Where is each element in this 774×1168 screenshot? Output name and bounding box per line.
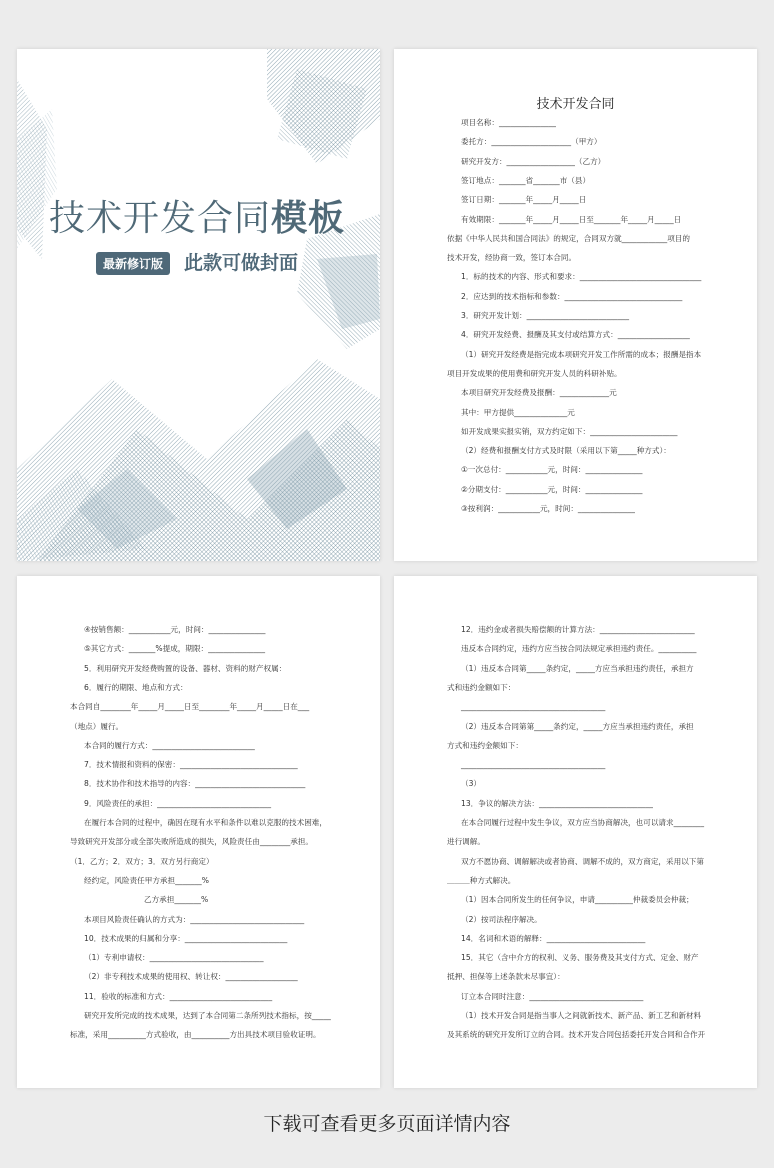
contract-line: 违反本合同约定，违约方应当按合同法规定承担违约责任。__________ — [461, 644, 697, 654]
contract-line: 7．技术情报和资料的保密：_______________________________ — [84, 760, 298, 770]
contract-line: （1．乙方；2．双方；3．双方另行商定） — [70, 856, 214, 866]
contract-line: （1）技术开发合同是指当事人之间就新技术、新产品、新工艺和新材料 — [461, 1011, 702, 1020]
contract-line: 6．履行的期限、地点和方式： — [84, 682, 188, 692]
edition-badge: 最新修订版 — [96, 252, 170, 275]
contract-line: 研究开发方：__________________（乙方） — [461, 156, 606, 166]
contract-line: 双方不愿协商、调解解决或者协商、调解不成的，双方商定，采用以下第 — [461, 856, 704, 866]
contract-line: 进行调解。 — [447, 837, 485, 847]
contract-line: 乙方承担_______% — [144, 895, 209, 905]
cover-title — [49, 190, 345, 241]
contract-line: ______________________________________ — [461, 702, 606, 712]
contract-line: ③按利润：___________元，时间：_______________ — [461, 504, 635, 513]
cover-title-bold: 模板 — [271, 198, 346, 239]
contract-line: 项目名称：_______________ — [461, 118, 556, 127]
document-title: 技术开发合同 — [536, 97, 615, 112]
contract-line: 有效期限：_______年_____月_____日至_______年_____月_____日 — [461, 214, 682, 224]
contract-line: 导致研究开发部分或全部失败所造成的损失，风险责任由________承担。 — [70, 837, 313, 847]
contract-line: 本合同自________年_____月_____日至________年_____月_____日在___ — [70, 702, 310, 712]
cover-title-regular: 技术开发合同 — [49, 198, 272, 239]
contract-line: 13．争议的解决方法：______________________________ — [461, 798, 653, 808]
contract-line: 10．技术成果的归属和分享：___________________________ — [84, 933, 288, 943]
contract-line: 依据《中华人民共和国合同法》的规定，合同双方就____________项目的 — [447, 233, 690, 243]
contract-line: 本合同的履行方式：___________________________ — [84, 740, 255, 750]
contract-line: ＿＿＿种方式解决。 — [447, 875, 516, 885]
contract-line: （1）因本合同所发生的任何争议，申请__________仲裁委员会仲裁； — [461, 895, 694, 905]
contract-line: 签订地点：_______省_______市（县） — [461, 175, 591, 185]
cover-pattern — [17, 49, 380, 561]
contract-line: （1）专利申请权：______________________________ — [84, 953, 264, 963]
contract-line: 委托方：_____________________（甲方） — [461, 137, 602, 147]
contract-page-2 — [17, 576, 380, 1088]
contract-line: 订立本合同时注意：______________________________ — [461, 991, 644, 1001]
contract-line: 5．利用研究开发经费购置的设备、器材、资料的财产权属： — [84, 663, 287, 673]
contract-line: ①一次总付：___________元，时间：_______________ — [461, 465, 643, 475]
download-hint: 下载可查看更多页面详情内容 — [263, 1113, 511, 1135]
contract-line: ②分期支付：___________元，时间：_______________ — [461, 484, 643, 494]
contract-line: 技术开发，经协商一致，签订本合同。 — [447, 253, 577, 263]
cover-subtitle: 此款可做封面 — [184, 252, 299, 274]
contract-line: 经约定，风险责任甲方承担_______% — [84, 875, 209, 885]
contract-line: 如开发成果实报实销，双方约定如下：_______________________ — [461, 426, 678, 436]
contract-line: 项目开发成果的使用费和研究开发人员的科研补贴。 — [447, 368, 622, 378]
contract-line: （2）经费和报酬支付方式及时限（采用以下第_____种方式）： — [461, 446, 671, 456]
contract-line: （2）非专利技术成果的使用权、转让权：___________________ — [84, 972, 298, 982]
contract-line: 1．标的技术的内容、形式和要求：________________________________ — [461, 272, 702, 282]
contract-line: 12．违约金或者损失赔偿额的计算方法：_________________________ — [461, 625, 695, 634]
contract-line: ⑤其它方式：_______%提成，期限：_______________ — [84, 644, 266, 654]
contract-line: （1）研究开发经费是指完成本项研究开发工作所需的成本；报酬是指本 — [461, 349, 702, 359]
contract-line: 8．技术协作和技术指导的内容：_____________________________ — [84, 779, 306, 789]
contract-line: 本项目风险责任确认的方式为：______________________________ — [84, 914, 305, 924]
contract-line: 在履行本合同的过程中，确因在现有水平和条件以难以克服的技术困难， — [84, 818, 327, 827]
contract-line: 签订日期：_______年_____月_____日 — [461, 195, 587, 205]
contract-line: 11．验收的标准和方式：___________________________ — [84, 991, 273, 1001]
contract-line: 方式和违约金额如下： — [447, 740, 523, 750]
contract-line: 4．研究开发经费、报酬及其支付或结算方式：___________________ — [461, 330, 690, 340]
contract-line: （2）违反本合同第第_____条约定，_____方应当承担违约责任，承担 — [461, 721, 694, 731]
contract-line: （3） — [461, 779, 482, 789]
contract-line: （1）违反本合同第_____条约定，_____方应当承担违约责任，承担方 — [461, 663, 694, 673]
contract-line: 抵押、担保等上述条款未尽事宜）： — [447, 972, 565, 982]
contract-line: 其中：甲方提供______________元 — [461, 407, 575, 417]
contract-line: ④按销售额：___________元，时间：_______________ — [84, 625, 266, 634]
contract-page-3 — [394, 576, 757, 1088]
contract-line: 标准，采用__________方式验收，由__________方出具技术项目验收证明。 — [70, 1030, 321, 1040]
contract-line: ______________________________________ — [461, 760, 606, 770]
contract-line: （地点）履行。 — [70, 721, 124, 731]
contract-line: 本项目研究开发经费及报酬：_____________元 — [461, 388, 617, 398]
contract-line: 2．应达到的技术指标和参数：_______________________________ — [461, 291, 683, 301]
contract-line: （2）按司法程序解决。 — [461, 914, 542, 924]
contract-line: 3．研究开发计划：___________________________ — [461, 311, 630, 320]
contract-line: 式和违约金额如下： — [447, 682, 516, 692]
contract-line: 9．风险责任的承担：______________________________ — [84, 798, 272, 808]
cover-page — [17, 49, 380, 561]
contract-line: 14．名词和术语的解释：__________________________ — [461, 933, 646, 943]
contract-line: 在本合同履行过程中发生争议，双方应当协商解决，也可以请求________ — [461, 818, 704, 827]
contract-line: 15．其它（含中介方的权利、义务、服务费及其支付方式、定金、财产 — [461, 953, 699, 963]
contract-page-1 — [394, 49, 757, 561]
contract-line: 研究开发所完成的技术成果，达到了本合同第二条所列技术指标，按_____ — [84, 1011, 331, 1020]
contract-line: 及其系统的研究开发所订立的合同。技术开发合同包括委托开发合同和合作开 — [447, 1030, 706, 1040]
